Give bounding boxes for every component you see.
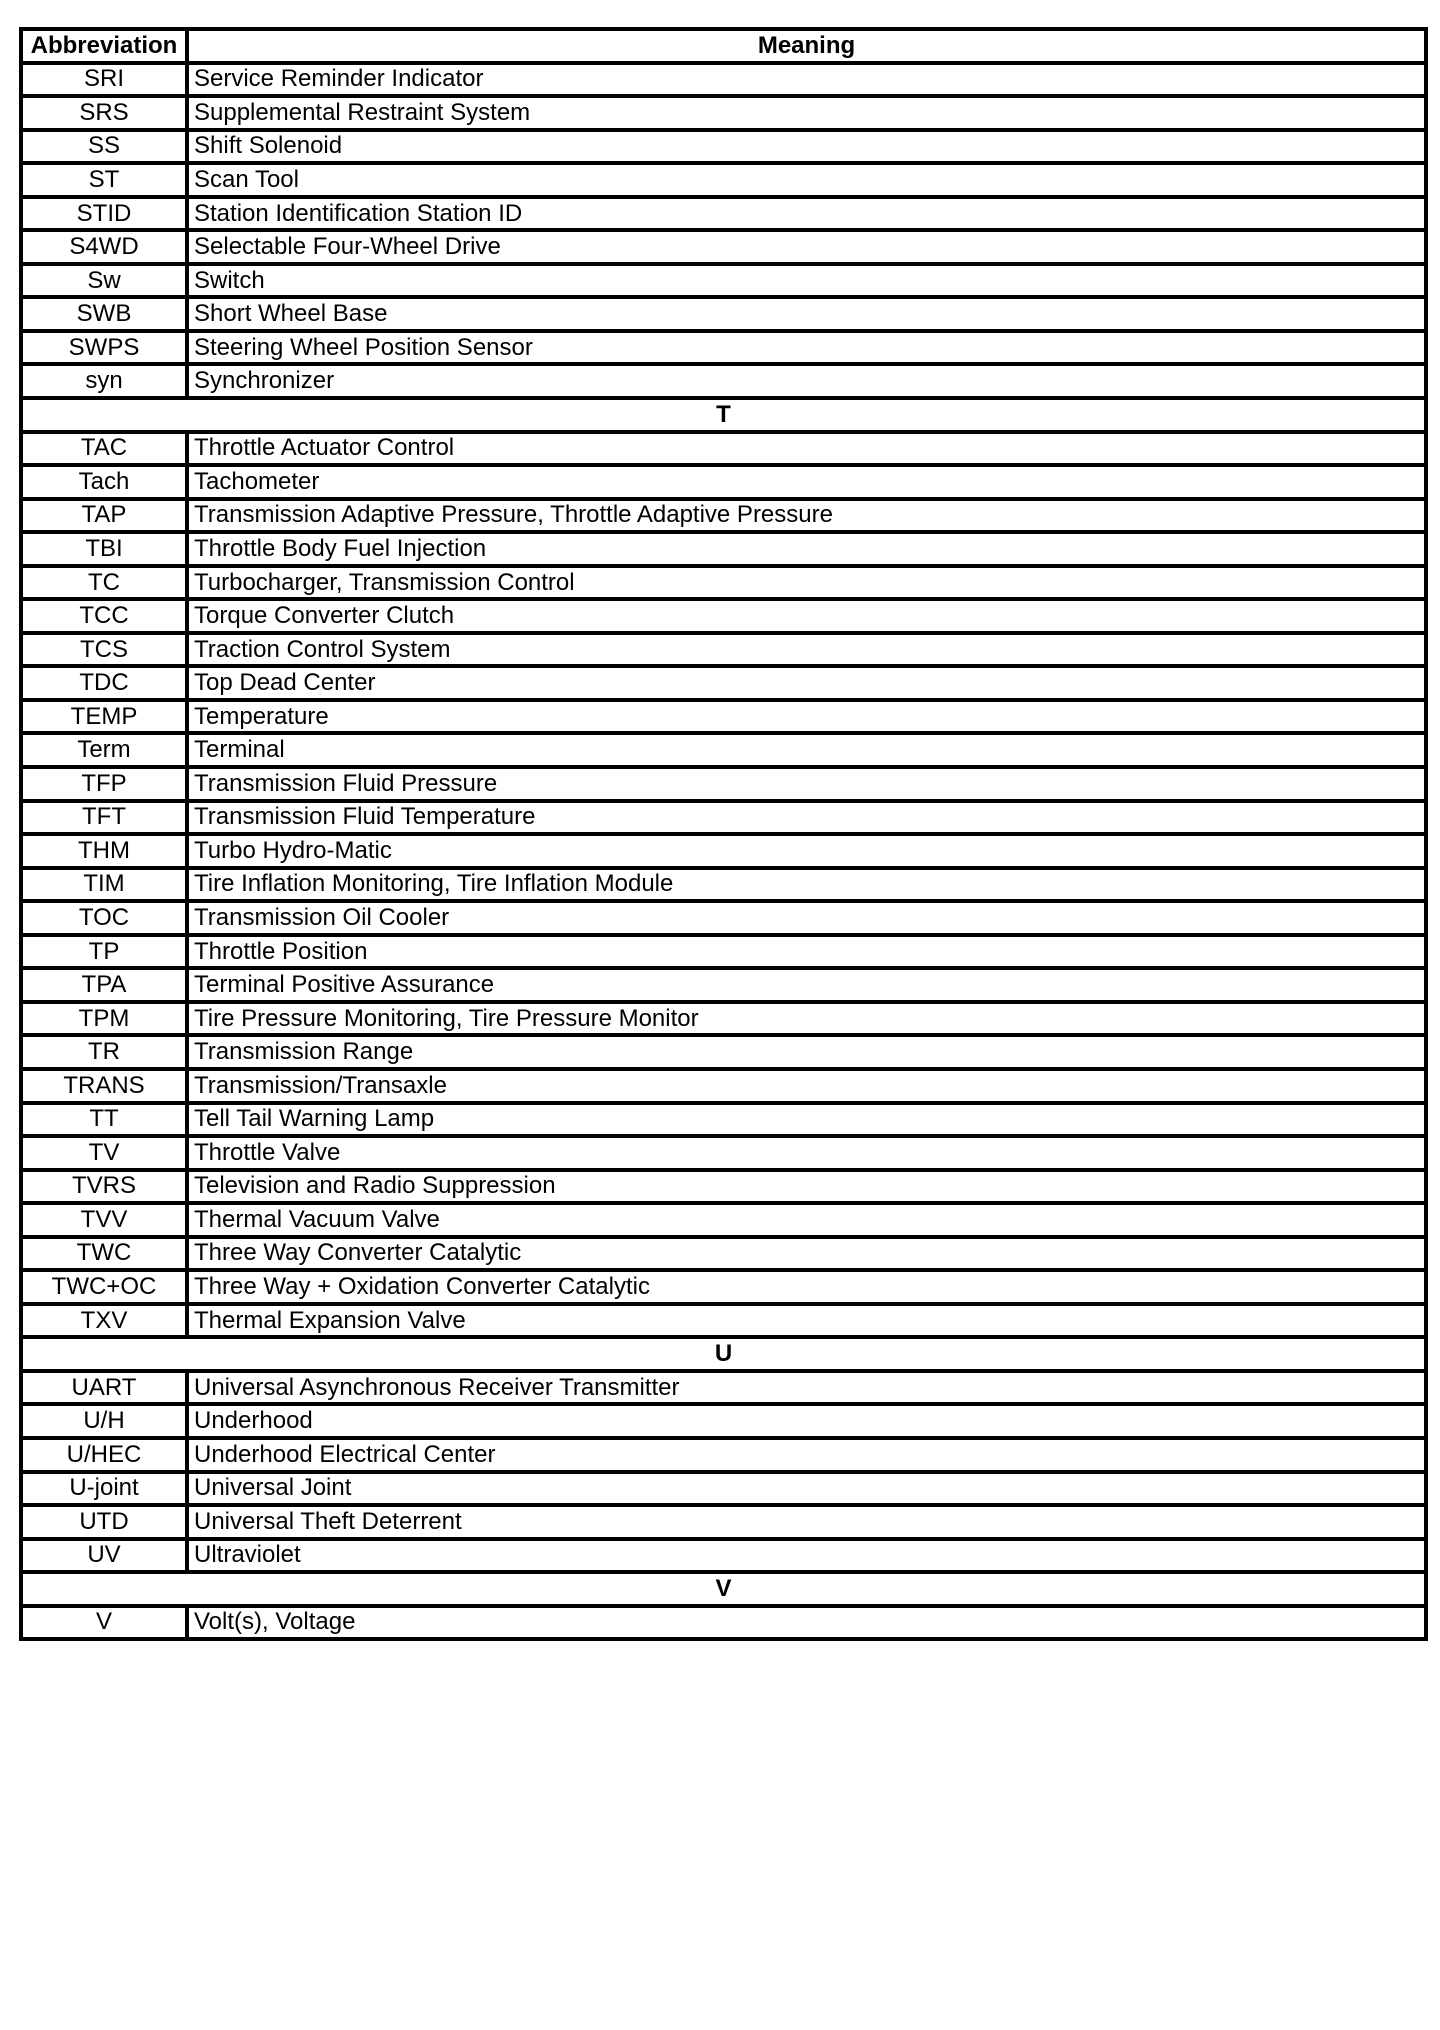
meaning-cell: Steering Wheel Position Sensor bbox=[187, 331, 1426, 365]
abbreviation-cell: THM bbox=[21, 834, 187, 868]
table-row bbox=[21, 935, 1426, 969]
abbreviation-cell: Sw bbox=[21, 264, 187, 298]
abbreviation-cell: UART bbox=[21, 1371, 187, 1405]
table-row bbox=[21, 1203, 1426, 1237]
abbreviation-cell: syn bbox=[21, 364, 187, 398]
meaning-cell: Tire Pressure Monitoring, Tire Pressure Monitor bbox=[187, 1002, 1426, 1036]
abbreviation-cell: ST bbox=[21, 163, 187, 197]
meaning-cell: Transmission Range bbox=[187, 1035, 1426, 1069]
meaning-cell: Three Way Converter Catalytic bbox=[187, 1237, 1426, 1271]
abbreviation-cell: TC bbox=[21, 566, 187, 600]
meaning-cell: Synchronizer bbox=[187, 364, 1426, 398]
meaning-cell: Terminal Positive Assurance bbox=[187, 968, 1426, 1002]
meaning-cell: Throttle Valve bbox=[187, 1136, 1426, 1170]
table-row bbox=[21, 499, 1426, 533]
header-abbreviation: Abbreviation bbox=[21, 29, 187, 63]
abbreviation-cell: S4WD bbox=[21, 230, 187, 264]
table-row bbox=[21, 364, 1426, 398]
table-row bbox=[21, 1438, 1426, 1472]
abbreviation-cell: TVV bbox=[21, 1203, 187, 1237]
abbreviation-cell: TCC bbox=[21, 599, 187, 633]
table-row bbox=[21, 96, 1426, 130]
meaning-cell: Tire Inflation Monitoring, Tire Inflation Module bbox=[187, 868, 1426, 902]
table-row bbox=[21, 163, 1426, 197]
abbreviation-cell: TPA bbox=[21, 968, 187, 1002]
meaning-cell: Turbo Hydro-Matic bbox=[187, 834, 1426, 868]
meaning-cell: Universal Joint bbox=[187, 1472, 1426, 1506]
section-row bbox=[21, 1572, 1426, 1606]
abbreviation-cell: UTD bbox=[21, 1505, 187, 1539]
abbreviation-cell: SRS bbox=[21, 96, 187, 130]
abbreviation-cell: V bbox=[21, 1606, 187, 1640]
header-meaning: Meaning bbox=[187, 29, 1426, 63]
meaning-cell: Terminal bbox=[187, 733, 1426, 767]
table-row bbox=[21, 666, 1426, 700]
table-row bbox=[21, 331, 1426, 365]
table-row bbox=[21, 868, 1426, 902]
abbreviation-cell: TFP bbox=[21, 767, 187, 801]
table-row bbox=[21, 767, 1426, 801]
table-row bbox=[21, 465, 1426, 499]
abbreviation-cell: STID bbox=[21, 197, 187, 231]
table-row bbox=[21, 834, 1426, 868]
table-row bbox=[21, 968, 1426, 1002]
meaning-cell: Universal Theft Deterrent bbox=[187, 1505, 1426, 1539]
meaning-cell: Throttle Position bbox=[187, 935, 1426, 969]
abbreviation-cell: TT bbox=[21, 1103, 187, 1137]
meaning-cell: Short Wheel Base bbox=[187, 297, 1426, 331]
table-row bbox=[21, 1505, 1426, 1539]
meaning-cell: Turbocharger, Transmission Control bbox=[187, 566, 1426, 600]
meaning-cell: Switch bbox=[187, 264, 1426, 298]
table-row bbox=[21, 1404, 1426, 1438]
abbreviation-cell: TV bbox=[21, 1136, 187, 1170]
meaning-cell: Transmission/Transaxle bbox=[187, 1069, 1426, 1103]
meaning-cell: Top Dead Center bbox=[187, 666, 1426, 700]
meaning-cell: Shift Solenoid bbox=[187, 130, 1426, 164]
table-row bbox=[21, 733, 1426, 767]
meaning-cell: Torque Converter Clutch bbox=[187, 599, 1426, 633]
section-row bbox=[21, 1337, 1426, 1371]
table-row bbox=[21, 1304, 1426, 1338]
table-body bbox=[21, 63, 1426, 1640]
meaning-cell: Thermal Expansion Valve bbox=[187, 1304, 1426, 1338]
table-row bbox=[21, 532, 1426, 566]
abbreviation-cell: TR bbox=[21, 1035, 187, 1069]
abbreviation-cell: TXV bbox=[21, 1304, 187, 1338]
abbreviation-cell: TPM bbox=[21, 1002, 187, 1036]
table-row bbox=[21, 700, 1426, 734]
meaning-cell: Tachometer bbox=[187, 465, 1426, 499]
section-letter: U bbox=[21, 1337, 1426, 1371]
table-row bbox=[21, 1103, 1426, 1137]
meaning-cell: Throttle Body Fuel Injection bbox=[187, 532, 1426, 566]
table-header-row bbox=[21, 29, 1426, 63]
meaning-cell: Transmission Fluid Temperature bbox=[187, 801, 1426, 835]
abbreviation-cell: TP bbox=[21, 935, 187, 969]
table-row bbox=[21, 1371, 1426, 1405]
meaning-cell: Volt(s), Voltage bbox=[187, 1606, 1426, 1640]
abbreviation-cell: SWPS bbox=[21, 331, 187, 365]
section-letter: V bbox=[21, 1572, 1426, 1606]
table-row bbox=[21, 901, 1426, 935]
abbreviation-cell: U/HEC bbox=[21, 1438, 187, 1472]
meaning-cell: Station Identification Station ID bbox=[187, 197, 1426, 231]
abbreviation-cell: TWC bbox=[21, 1237, 187, 1271]
table-row bbox=[21, 432, 1426, 466]
meaning-cell: Three Way + Oxidation Converter Catalytic bbox=[187, 1270, 1426, 1304]
abbreviation-cell: TIM bbox=[21, 868, 187, 902]
table-row bbox=[21, 1069, 1426, 1103]
meaning-cell: Tell Tail Warning Lamp bbox=[187, 1103, 1426, 1137]
abbreviation-cell: TWC+OC bbox=[21, 1270, 187, 1304]
table-row bbox=[21, 230, 1426, 264]
meaning-cell: Scan Tool bbox=[187, 163, 1426, 197]
table-row bbox=[21, 63, 1426, 97]
meaning-cell: Throttle Actuator Control bbox=[187, 432, 1426, 466]
table-row bbox=[21, 566, 1426, 600]
section-letter: T bbox=[21, 398, 1426, 432]
meaning-cell: Underhood bbox=[187, 1404, 1426, 1438]
table-row bbox=[21, 1270, 1426, 1304]
abbreviation-cell: UV bbox=[21, 1539, 187, 1573]
abbreviation-cell: Term bbox=[21, 733, 187, 767]
abbreviation-cell: TOC bbox=[21, 901, 187, 935]
meaning-cell: Universal Asynchronous Receiver Transmitter bbox=[187, 1371, 1426, 1405]
meaning-cell: Service Reminder Indicator bbox=[187, 63, 1426, 97]
table-row bbox=[21, 1472, 1426, 1506]
table-row bbox=[21, 1170, 1426, 1204]
abbreviation-cell: TVRS bbox=[21, 1170, 187, 1204]
table-row bbox=[21, 801, 1426, 835]
meaning-cell: Thermal Vacuum Valve bbox=[187, 1203, 1426, 1237]
table-row bbox=[21, 297, 1426, 331]
table-row bbox=[21, 1136, 1426, 1170]
table-row bbox=[21, 1035, 1426, 1069]
meaning-cell: Transmission Adaptive Pressure, Throttle Adaptive Pressure bbox=[187, 499, 1426, 533]
abbreviation-cell: TAP bbox=[21, 499, 187, 533]
table-row bbox=[21, 1002, 1426, 1036]
meaning-cell: Underhood Electrical Center bbox=[187, 1438, 1426, 1472]
meaning-cell: Transmission Oil Cooler bbox=[187, 901, 1426, 935]
meaning-cell: Transmission Fluid Pressure bbox=[187, 767, 1426, 801]
abbreviation-cell: SWB bbox=[21, 297, 187, 331]
abbreviation-cell: TEMP bbox=[21, 700, 187, 734]
abbreviation-cell: TBI bbox=[21, 532, 187, 566]
table-row bbox=[21, 599, 1426, 633]
table-row bbox=[21, 1237, 1426, 1271]
abbreviation-cell: SRI bbox=[21, 63, 187, 97]
meaning-cell: Selectable Four-Wheel Drive bbox=[187, 230, 1426, 264]
meaning-cell: Supplemental Restraint System bbox=[187, 96, 1426, 130]
meaning-cell: Ultraviolet bbox=[187, 1539, 1426, 1573]
abbreviation-cell: TRANS bbox=[21, 1069, 187, 1103]
table-row bbox=[21, 1606, 1426, 1640]
abbreviation-cell: TDC bbox=[21, 666, 187, 700]
abbreviation-cell: TCS bbox=[21, 633, 187, 667]
table-row bbox=[21, 197, 1426, 231]
abbreviation-cell: U/H bbox=[21, 1404, 187, 1438]
abbreviation-cell: U-joint bbox=[21, 1472, 187, 1506]
table-row bbox=[21, 130, 1426, 164]
section-row bbox=[21, 398, 1426, 432]
abbreviation-cell: TAC bbox=[21, 432, 187, 466]
abbreviation-cell: Tach bbox=[21, 465, 187, 499]
table-row bbox=[21, 264, 1426, 298]
table-row bbox=[21, 633, 1426, 667]
abbreviation-cell: TFT bbox=[21, 801, 187, 835]
meaning-cell: Temperature bbox=[187, 700, 1426, 734]
meaning-cell: Television and Radio Suppression bbox=[187, 1170, 1426, 1204]
meaning-cell: Traction Control System bbox=[187, 633, 1426, 667]
abbreviation-table bbox=[19, 27, 1428, 1641]
table-row bbox=[21, 1539, 1426, 1573]
abbreviation-cell: SS bbox=[21, 130, 187, 164]
